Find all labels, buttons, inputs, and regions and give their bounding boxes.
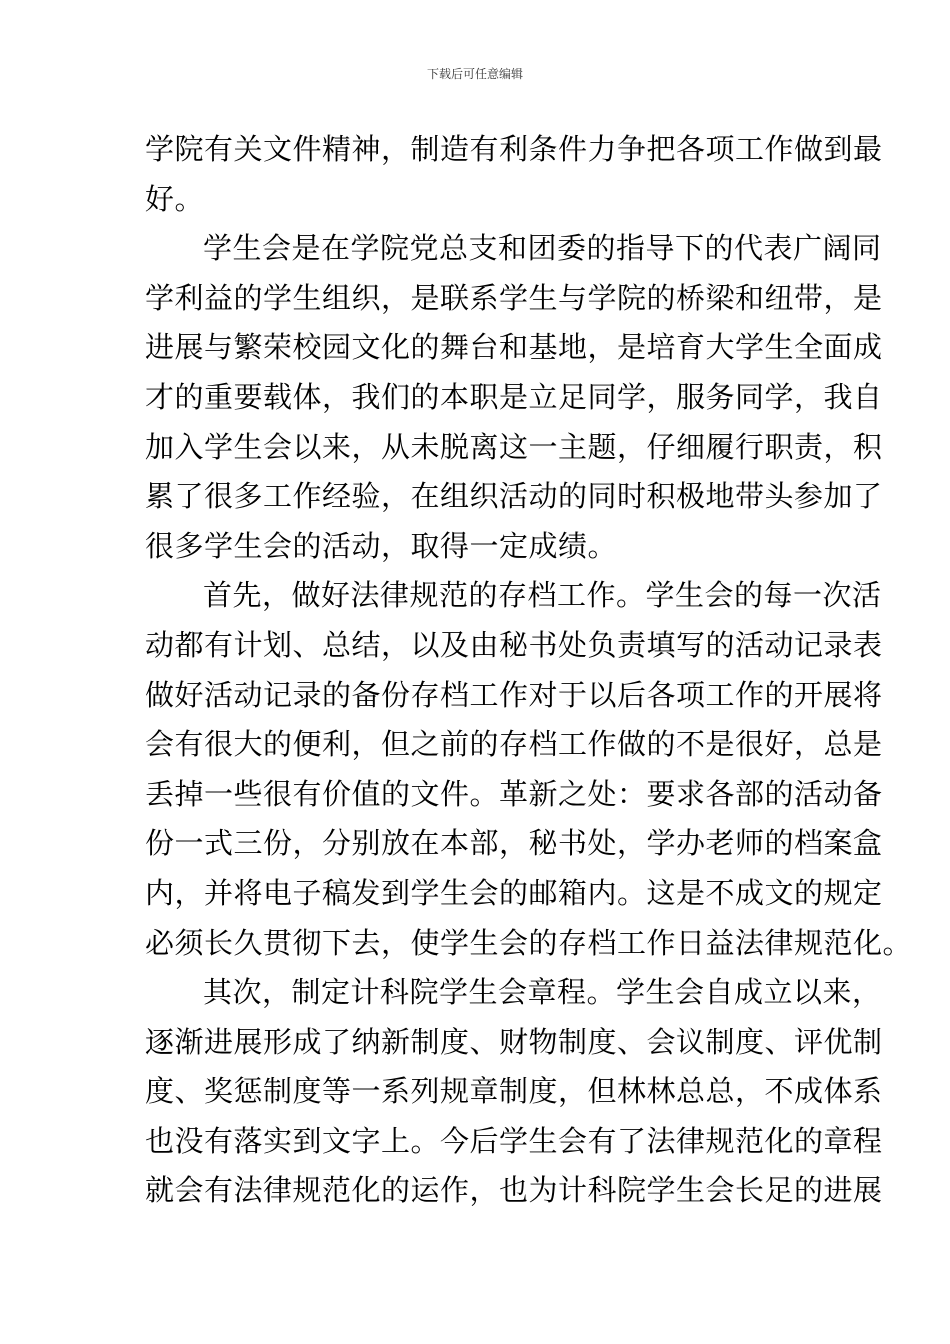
text-line: 学院有关文件精神，制造有利条件力争把各项工作做到最 [145,132,883,166]
text-line: 份一式三份，分别放在本部，秘书处，学办老师的档案盒 [145,826,883,861]
text-line: 累了很多工作经验，在组织活动的同时积极地带头参加了 [145,479,883,514]
text-line: 会有很大的便利，但之前的存档工作做的不是很好，总是 [145,727,883,762]
text-line: 逐渐进展形成了纳新制度、财物制度、会议制度、评优制 [145,1024,883,1059]
text-line: 就会有法律规范化的运作，也为计科院学生会长足的进展 [145,1173,883,1208]
text-line: 丢掉一些很有价值的文件。革新之处：要求各部的活动备 [145,776,883,811]
text-line: 很多学生会的活动，取得一定成绩。 [145,528,618,563]
text-line: 进展与繁荣校园文化的舞台和基地，是培育大学生全面成 [145,330,883,365]
text-line: 加入学生会以来，从未脱离这一主题，仔细履行职责，积 [145,429,883,464]
paragraph-first-line: 学生会是在学院党总支和团委的指导下的代表广阔同 [203,231,882,266]
paragraph-first-line: 其次，制定计科院学生会章程。学生会自成立以来， [203,975,882,1010]
text-line: 必须长久贯彻下去，使学生会的存档工作日益法律规范化。 [145,925,913,960]
text-line: 才的重要载体，我们的本职是立足同学，服务同学，我自 [145,379,883,414]
text-line: 动都有计划、总结，以及由秘书处负责填写的活动记录表 [145,627,883,662]
text-line: 学利益的学生组织，是联系学生与学院的桥梁和纽带，是 [145,280,883,315]
text-line: 度、奖惩制度等一系列规章制度，但林林总总，不成体系 [145,1074,883,1109]
text-line: 内，并将电子稿发到学生会的邮箱内。这是不成文的规定 [145,875,883,910]
page-header-note: 下载后可任意编辑 [426,67,523,81]
text-line: 也没有落实到文字上。今后学生会有了法律规范化的章程 [145,1123,883,1158]
text-line: 好。 [145,181,205,216]
document-body [145,125,913,1216]
paragraph-first-line: 首先，做好法律规范的存档工作。学生会的每一次活 [203,578,882,613]
text-line: 做好活动记录的备份存档工作对于以后各项工作的开展将 [145,677,883,712]
